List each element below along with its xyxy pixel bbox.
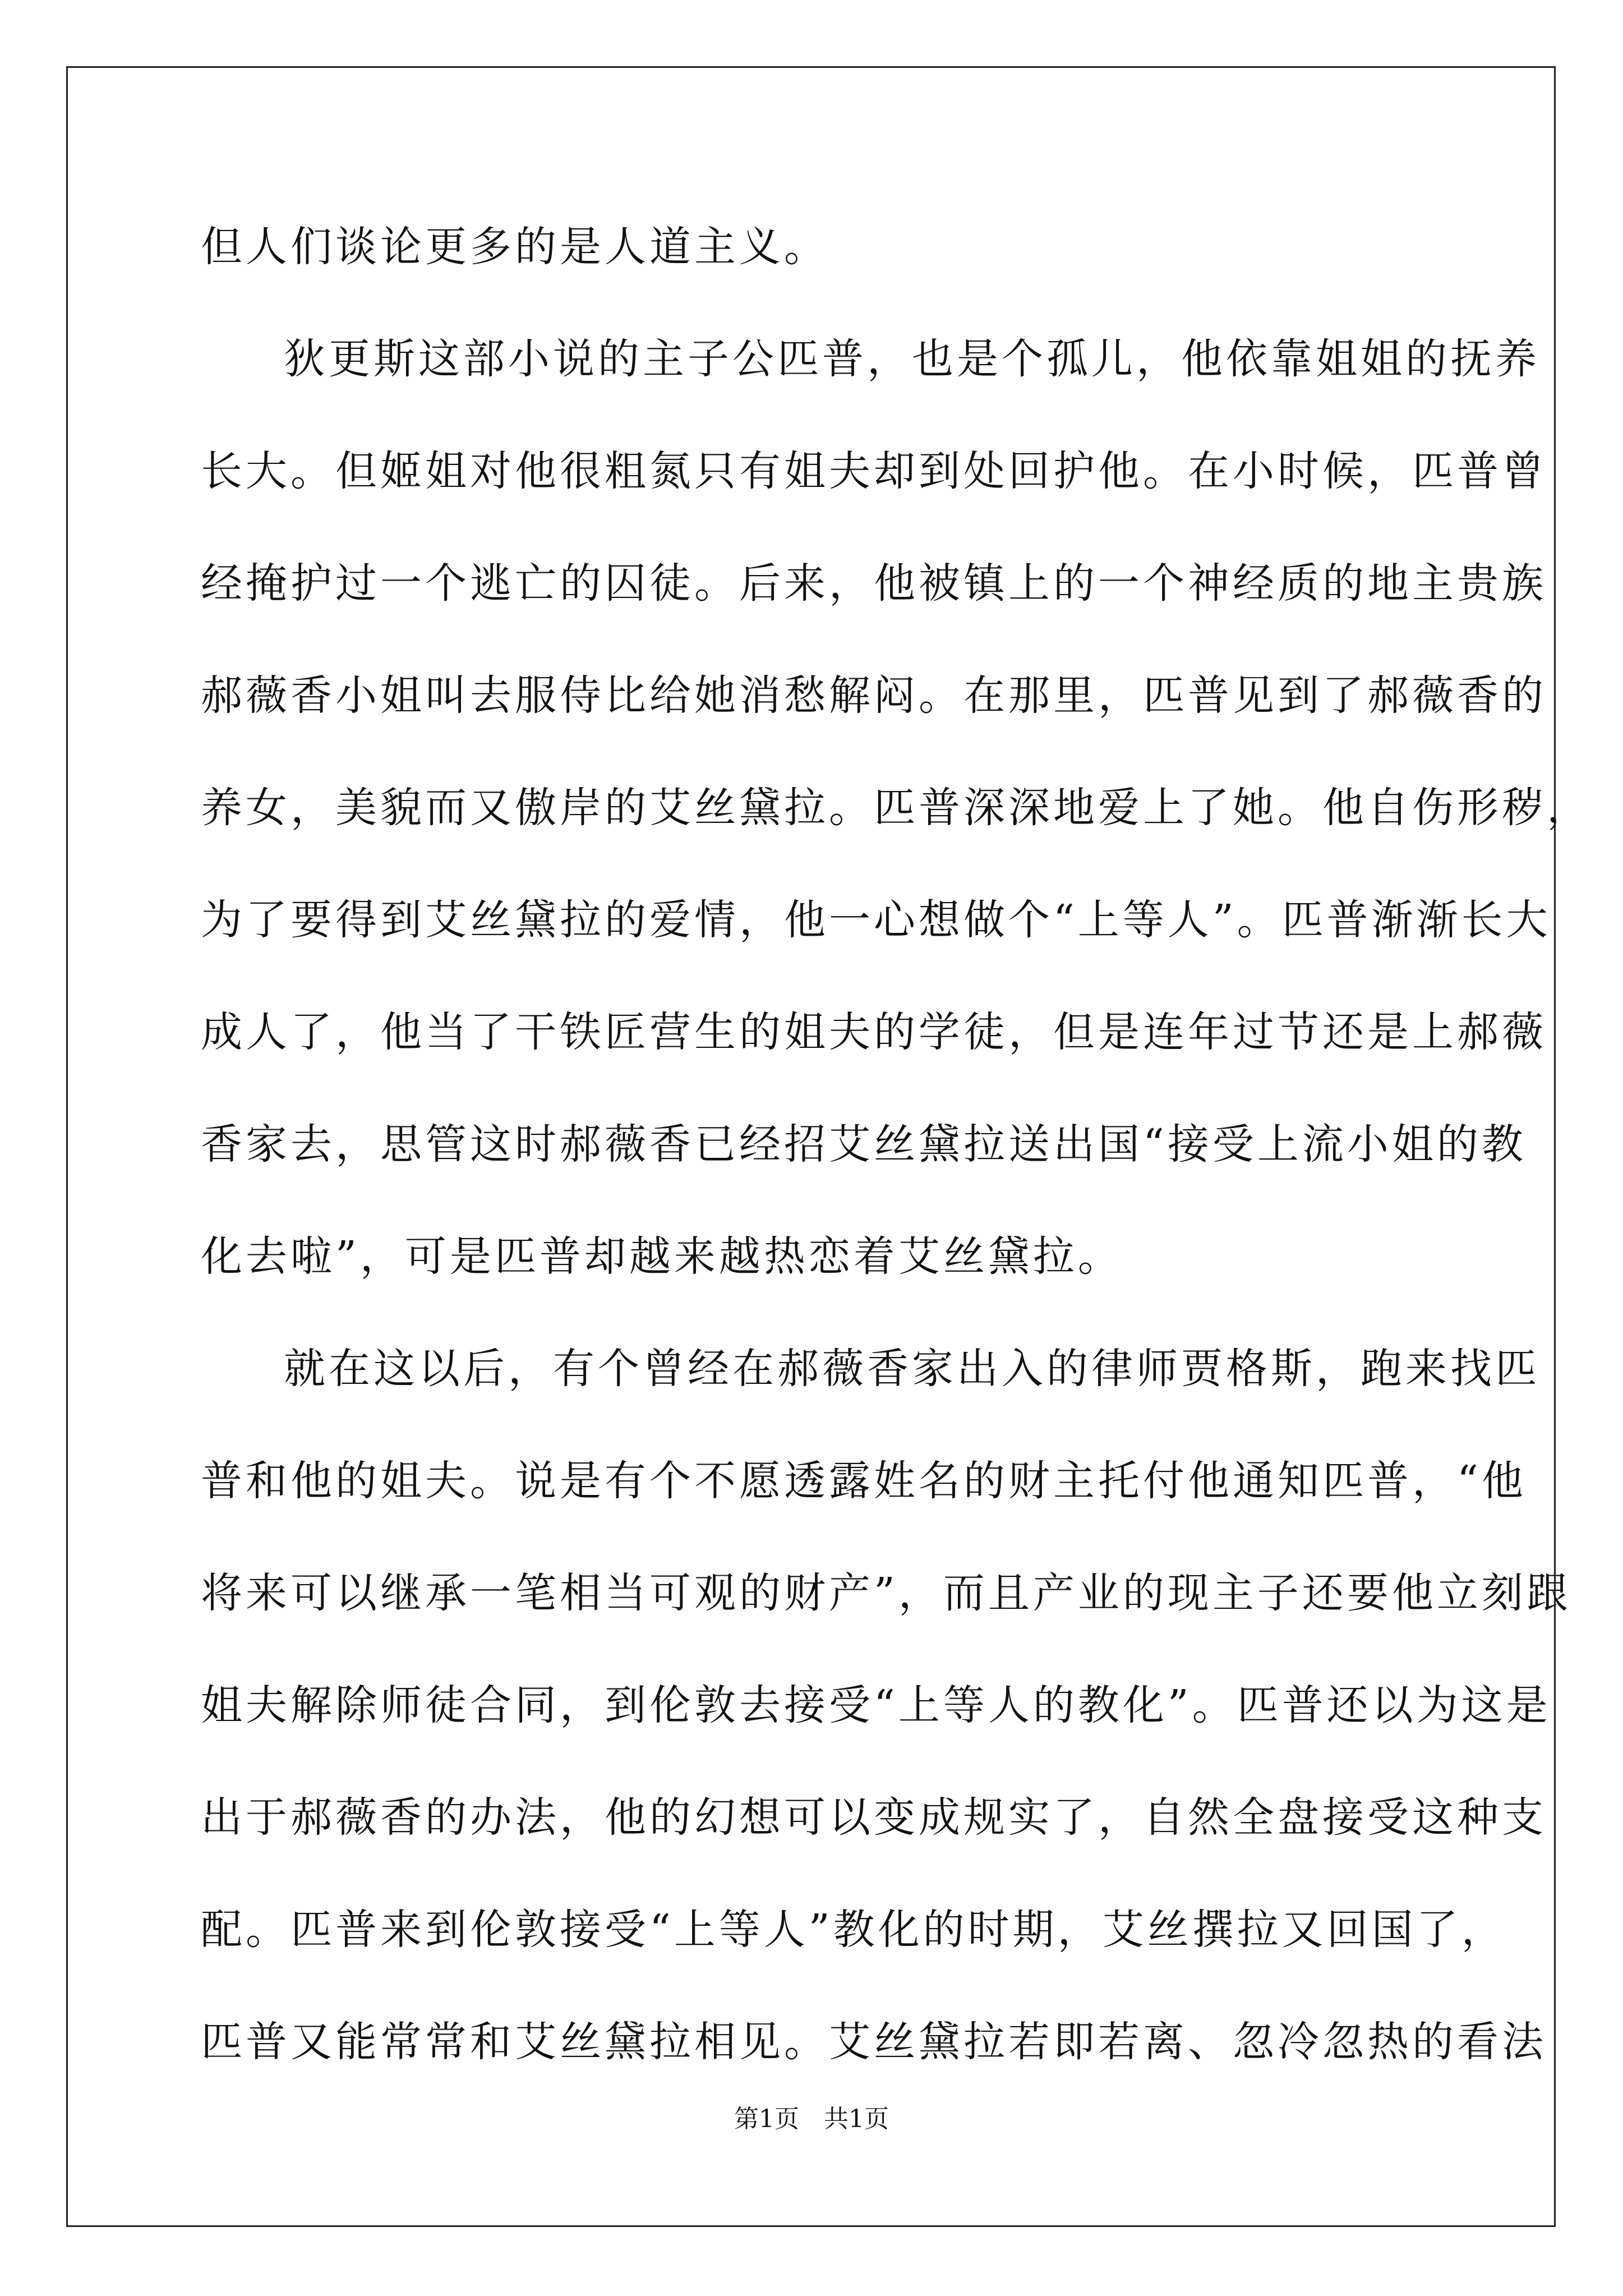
- paragraph-2-line-9: 化去啦”，可是匹普却越来越热恋着艾丝黛拉。: [201, 1232, 1123, 1281]
- paragraph-2-line-6: 为了要得到艾丝黛拉的爱情，他一心想做个“上等人”。匹普渐渐长大: [201, 896, 1551, 944]
- paragraph-3-line-3: 将来可以继承一笔相当可观的财产”，而且产业的现主子还要他立刻跟: [201, 1569, 1571, 1617]
- paragraph-3-line-2: 普和他的姐夫。说是有个不愿透露姓名的财主托付他通知匹普，“他: [201, 1457, 1527, 1505]
- page-number-label: 第1页 共1页: [734, 2105, 889, 2133]
- paragraph-2-line-2: 长大。但姬姐对他很粗氮只有姐夫却到处回护他。在小时候，匹普曾: [201, 447, 1547, 495]
- paragraph-2-line-5: 养女，美貌而又傲岸的艾丝黛拉。匹普深深地爱上了她。他自伤形秽，: [201, 784, 1592, 832]
- paragraph-2-line-4: 郝薇香小姐叫去服侍比给她消愁解闷。在那里，匹普见到了郝薇香的: [201, 671, 1547, 720]
- paragraph-1-line-1: 但人们谈论更多的是人道主义。: [201, 223, 829, 271]
- paragraph-2-line-3: 经掩护过一个逃亡的囚徒。后来，他被镇上的一个神经质的地主贵族: [201, 559, 1547, 608]
- paragraph-2-line-8: 香家去，思管这时郝薇香已经招艾丝黛拉送出国“接受上流小姐的教: [201, 1120, 1527, 1168]
- paragraph-3-line-7: 匹普又能常常和艾丝黛拉相见。艾丝黛拉若即若离、忽冷忽热的看法: [201, 2018, 1547, 2066]
- paragraph-2-line-1: 狄更斯这部小说的主子公匹普，也是个孤儿，他依靠姐姐的抚养: [284, 335, 1540, 383]
- paragraph-3-line-6: 配。匹普来到伦敦接受“上等人”教化的时期，艾丝撰拉又回国了，: [201, 1906, 1506, 1954]
- paragraph-3-line-5: 出于郝薇香的办法，他的幻想可以变成规实了，自然全盘接受这种支: [201, 1793, 1547, 1842]
- page-footer: [0, 2102, 1623, 2136]
- paragraph-3-line-1: 就在这以后，有个曾经在郝薇香家出入的律师贾格斯，跑来找匹: [284, 1345, 1540, 1393]
- paragraph-3-line-4: 姐夫解除师徒合同，到伦敦去接受“上等人的教化”。匹普还以为这是: [201, 1681, 1551, 1729]
- paragraph-2-line-7: 成人了，他当了干铁匠营生的姐夫的学徒，但是连年过节还是上郝薇: [201, 1008, 1547, 1056]
